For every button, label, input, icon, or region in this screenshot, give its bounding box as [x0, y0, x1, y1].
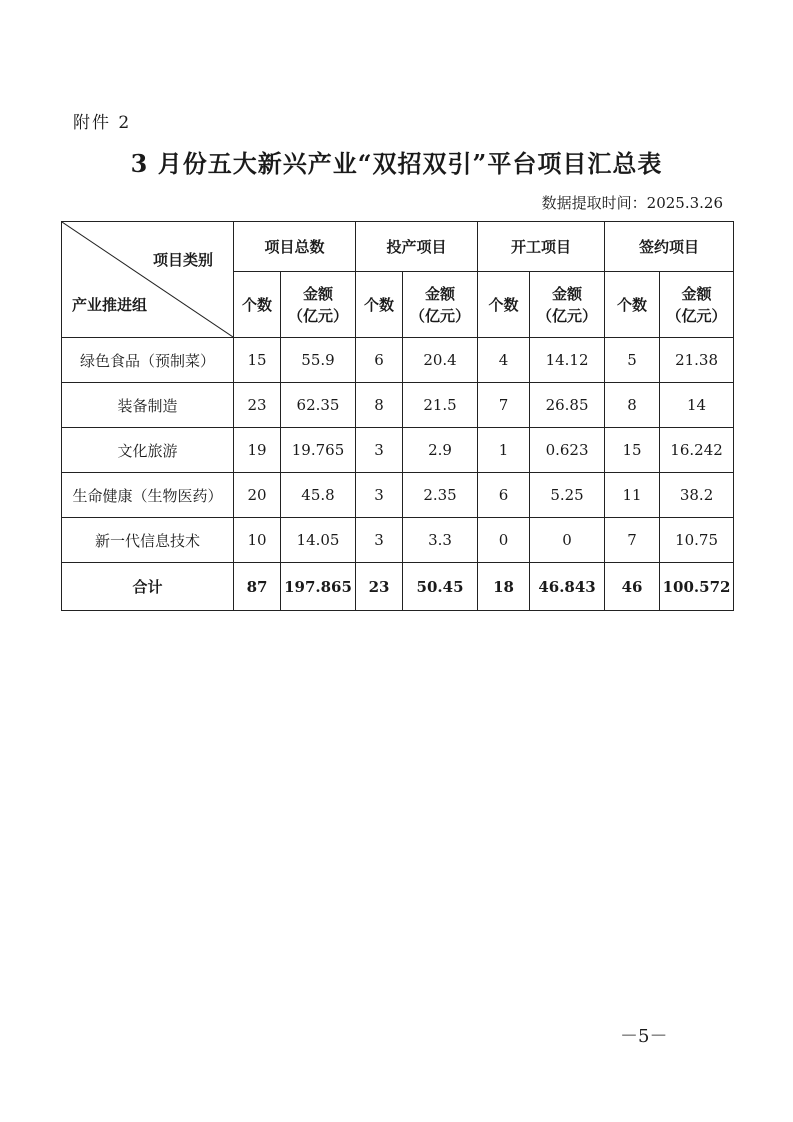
cell: 21.5 [403, 383, 478, 428]
document-title: 3 月份五大新兴产业“双招双引”平台项目汇总表 [130, 149, 663, 178]
row-name: 装备制造 [62, 383, 234, 428]
total-cell: 87 [234, 563, 281, 611]
cell: 0 [530, 518, 605, 563]
cell: 21.38 [660, 338, 734, 383]
total-cell: 46 [605, 563, 660, 611]
cell: 20 [234, 473, 281, 518]
data-extraction-date: 数据提取时间：2025.3.26 [541, 194, 723, 212]
cell: 16.242 [660, 428, 734, 473]
summary-table [61, 221, 734, 611]
cell: 38.2 [660, 473, 734, 518]
cell: 14.05 [281, 518, 356, 563]
row-name: 新一代信息技术 [62, 518, 234, 563]
total-cell: 100.572 [660, 563, 734, 611]
total-cell: 46.843 [530, 563, 605, 611]
cell: 4 [478, 338, 530, 383]
cell: 0 [478, 518, 530, 563]
cell: 23 [234, 383, 281, 428]
cell: 3 [356, 428, 403, 473]
cell: 10.75 [660, 518, 734, 563]
amount-header: 金额 （亿元） [403, 272, 478, 338]
cell: 26.85 [530, 383, 605, 428]
cell: 55.9 [281, 338, 356, 383]
amount-header: 金额 （亿元） [530, 272, 605, 338]
cell: 2.35 [403, 473, 478, 518]
group-header-production: 投产项目 [356, 222, 478, 272]
row-name: 文化旅游 [62, 428, 234, 473]
cell: 3 [356, 518, 403, 563]
diagonal-line [62, 222, 233, 337]
header-row-groups [62, 222, 734, 272]
cell: 6 [478, 473, 530, 518]
diagonal-header-cell [62, 222, 234, 338]
amount-header: 金额 （亿元） [660, 272, 734, 338]
cell: 8 [356, 383, 403, 428]
cell: 11 [605, 473, 660, 518]
cell: 6 [356, 338, 403, 383]
cell: 15 [605, 428, 660, 473]
cell: 2.9 [403, 428, 478, 473]
cell: 3.3 [403, 518, 478, 563]
group-header-total: 项目总数 [234, 222, 356, 272]
table-row [62, 383, 734, 428]
cell: 19.765 [281, 428, 356, 473]
category-header-label: 项目类别 [152, 251, 213, 269]
cell: 10 [234, 518, 281, 563]
group-header-started: 开工项目 [478, 222, 605, 272]
cell: 3 [356, 473, 403, 518]
table-row [62, 338, 734, 383]
cell: 0.623 [530, 428, 605, 473]
cell: 20.4 [403, 338, 478, 383]
total-cell: 23 [356, 563, 403, 611]
cell: 62.35 [281, 383, 356, 428]
table-row [62, 473, 734, 518]
row-name: 生命健康（生物医药） [62, 473, 234, 518]
count-header: 个数 [356, 272, 403, 338]
count-header: 个数 [234, 272, 281, 338]
total-label: 合计 [62, 563, 234, 611]
cell: 5 [605, 338, 660, 383]
cell: 19 [234, 428, 281, 473]
cell: 8 [605, 383, 660, 428]
group-header-label: 产业推进组 [72, 296, 148, 314]
cell: 15 [234, 338, 281, 383]
total-cell: 50.45 [403, 563, 478, 611]
attachment-label: 附件 2 [73, 113, 132, 133]
table-row [62, 428, 734, 473]
cell: 14.12 [530, 338, 605, 383]
cell: 45.8 [281, 473, 356, 518]
cell: 7 [605, 518, 660, 563]
count-header: 个数 [478, 272, 530, 338]
row-name: 绿色食品（预制菜） [62, 338, 234, 383]
page-number: －5－ [620, 1026, 668, 1047]
cell: 1 [478, 428, 530, 473]
total-cell: 197.865 [281, 563, 356, 611]
cell: 7 [478, 383, 530, 428]
group-header-signed: 签约项目 [605, 222, 734, 272]
count-header: 个数 [605, 272, 660, 338]
table-row [62, 518, 734, 563]
amount-header: 金额 （亿元） [281, 272, 356, 338]
total-row [62, 563, 734, 611]
cell: 14 [660, 383, 734, 428]
cell: 5.25 [530, 473, 605, 518]
total-cell: 18 [478, 563, 530, 611]
